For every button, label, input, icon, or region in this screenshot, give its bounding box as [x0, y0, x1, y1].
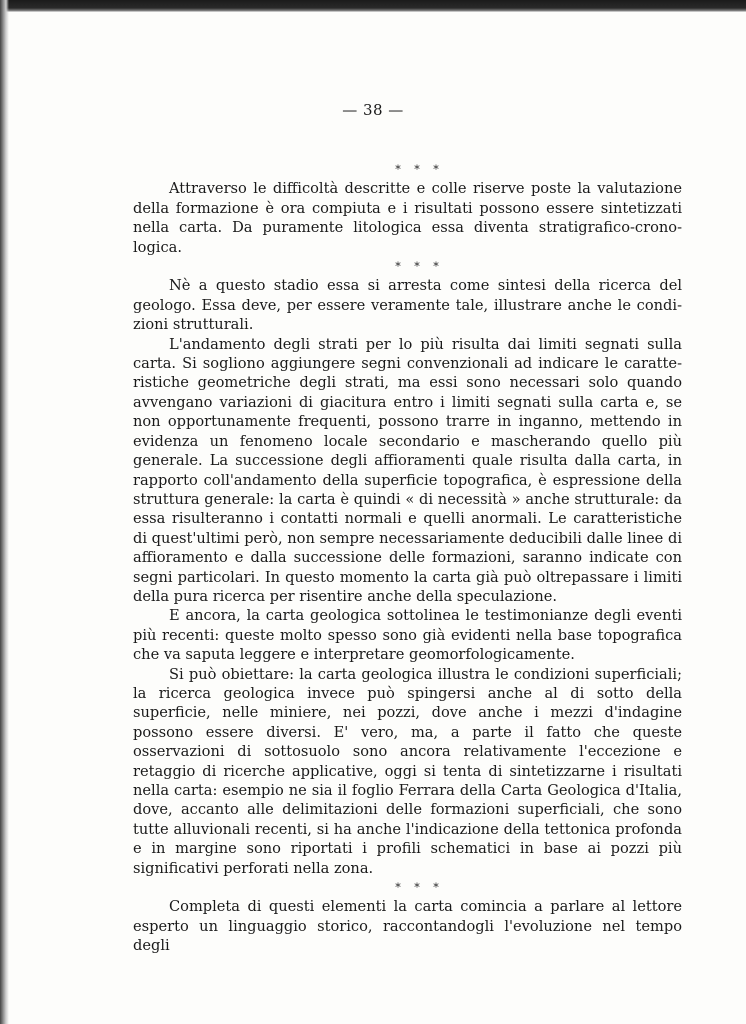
paragraph: Completa di questi elementi la carta comincia a parlare al lettore esperto un linguaggio storico, raccontandogli l'evoluzione nel tempo degli: [133, 898, 682, 955]
paragraph: Nè a questo stadio essa si arresta come sintesi della ricerca del geologo. Essa deve, per essere veramente tale, illustrare anche le condizioni strutturali.: [133, 277, 682, 334]
scan-left-edge: [0, 0, 9, 1024]
section-separator: * * *: [395, 163, 444, 176]
paragraph: Si può obiettare: la carta geologica illustra le condizioni superficiali; la ricerca geologica invece può spingersi anche al di sotto della superficie, nelle miniere, nei pozzi, dove anche i mezzi d'indagine possono essere diversi. E' vero, ma, a parte il fatto che queste osservazioni di sottosuolo sono ancora relativamente l'eccezione e retaggio di ricerche applicative, oggi si tenta di sintetizzarne i risultati nella carta: esempio ne sia il foglio Ferrara della Carta Geologica d'Italia, dove, accanto alle delimitazioni delle formazioni superficiali, che sono tutte alluvionali recenti, si ha anche l'indicazione della tettonica profonda e in margine sono riportati i profili schematici in base ai pozzi più significativi perforati nella zona.: [133, 665, 682, 877]
body-text: [133, 160, 682, 956]
page-number: — 38 —: [342, 101, 404, 119]
section-separator: * * *: [395, 260, 444, 274]
paragraph: L'andamento degli strati per lo più risulta dai limiti segnati sulla carta. Si sogliono aggiungere segni convenzionali ad indicare le caratteristiche geometriche degli strati, ma essi sono necessari solo quando avvengano variazioni di giacitura entro i limiti segnati sulla carta e, se non opportunamente frequenti, possono trarre in inganno, mettendo in evidenza un fenomeno locale secondario e mascherando quello più generale. La successione degli affioramenti quale risulta dalla carta, in rapporto coll'andamento della superficie topografica, è espressione della struttura generale: la carta è quindi « di necessità » anche strutturale: da essa risulteranno i contatti normali e quelli anormali. Le caratteristiche di quest'ultimi però, non sempre necessariamente deducibili dalle linee di affioramento e dalla successione delle formazioni, saranno indicate con segni particolari. In questo momento la carta già può oltrepassare i limiti della pura ricerca per risentire anche della speculazione.: [133, 335, 682, 605]
paragraph: Attraverso le difficoltà descritte e colle riserve poste la valutazione della formazione è ora compiuta e i risultati possono essere sintetizzati nella carta. Da puramente litologica essa diventa stratigrafico-cronologica.: [133, 180, 682, 256]
scan-top-edge: [0, 0, 746, 12]
paragraph: E ancora, la carta geologica sottolinea le testimonianze degli eventi più recenti: queste molto spesso sono già evidenti nella base topografica che va saputa leggere e interpretare geomorfologicamente.: [133, 607, 682, 664]
section-separator: * * *: [395, 881, 444, 895]
